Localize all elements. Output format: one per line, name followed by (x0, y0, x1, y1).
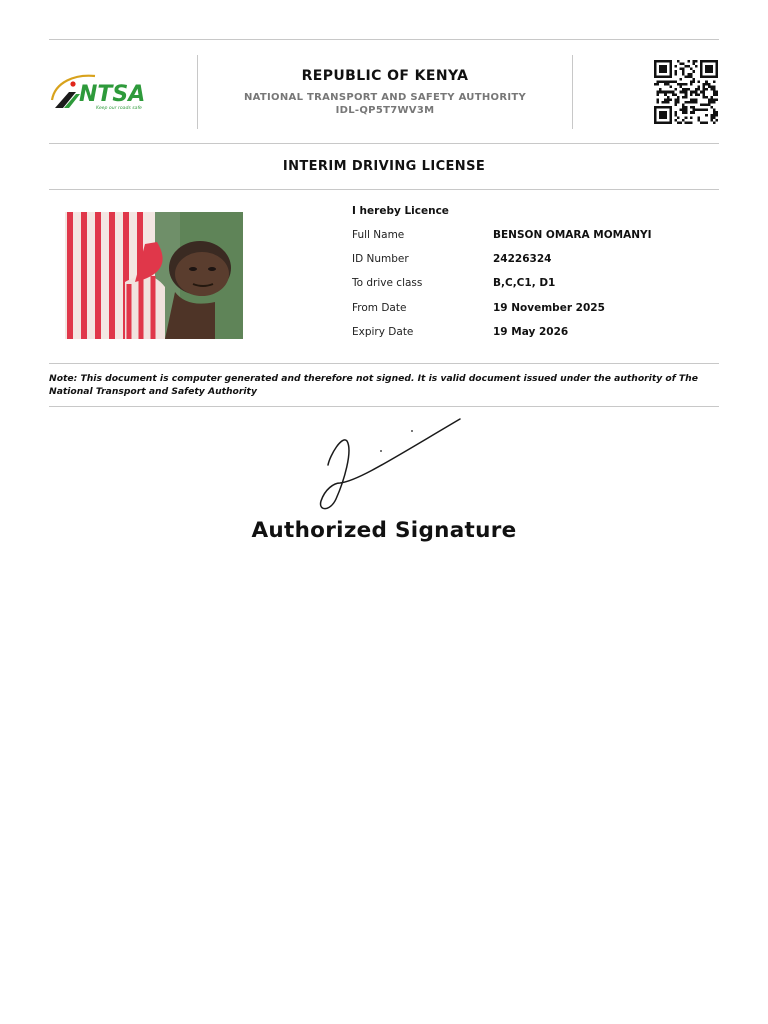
license-info (352, 204, 712, 349)
field-label: Full Name (352, 229, 405, 241)
field-value: 24226324 (493, 253, 552, 266)
signature-image (270, 415, 470, 517)
field-label: From Date (352, 301, 407, 314)
holder-photo-image (65, 212, 243, 339)
header-titles (198, 68, 572, 116)
reference-number: IDL-QP5T7WV3M (335, 104, 435, 116)
country-title: REPUBLIC OF KENYA (301, 67, 469, 84)
field-label: ID Number (352, 253, 409, 266)
document-title: INTERIM DRIVING LICENSE (282, 159, 486, 174)
disclaimer-note: Note: This document is computer generated and therefore not signed. It is valid document issued under the authority of The National Transport and Safety Authority (49, 373, 698, 397)
logo-text: NTSA (79, 81, 145, 107)
field-value: B,C,C1, D1 (493, 277, 556, 290)
field-from-date (352, 301, 712, 325)
field-value: BENSON OMARA MOMANYI (493, 229, 652, 241)
logo-tagline: Keep our roads safe (96, 105, 142, 111)
license-page (49, 39, 719, 407)
license-intro: I hereby Licence (352, 205, 449, 217)
field-label: Expiry Date (352, 325, 414, 338)
field-value: 19 November 2025 (493, 301, 605, 314)
field-drive-class (352, 276, 712, 300)
field-value: 19 May 2026 (493, 325, 569, 338)
field-id-number (352, 252, 712, 276)
ntsa-logo (49, 55, 197, 129)
authority-name: NATIONAL TRANSPORT AND SAFETY AUTHORITY (243, 91, 527, 103)
field-full-name (352, 228, 712, 252)
document-header (49, 40, 719, 143)
field-expiry-date (352, 325, 712, 349)
qr-code-icon (653, 60, 719, 124)
license-details (49, 190, 719, 363)
qr-code (573, 55, 719, 129)
note-divider (49, 406, 719, 407)
signature-label: Authorized Signature (251, 518, 517, 543)
field-label: To drive class (352, 277, 423, 290)
holder-photo (65, 212, 243, 339)
document-title-band (49, 144, 719, 189)
ntsa-logo-icon (49, 70, 145, 114)
